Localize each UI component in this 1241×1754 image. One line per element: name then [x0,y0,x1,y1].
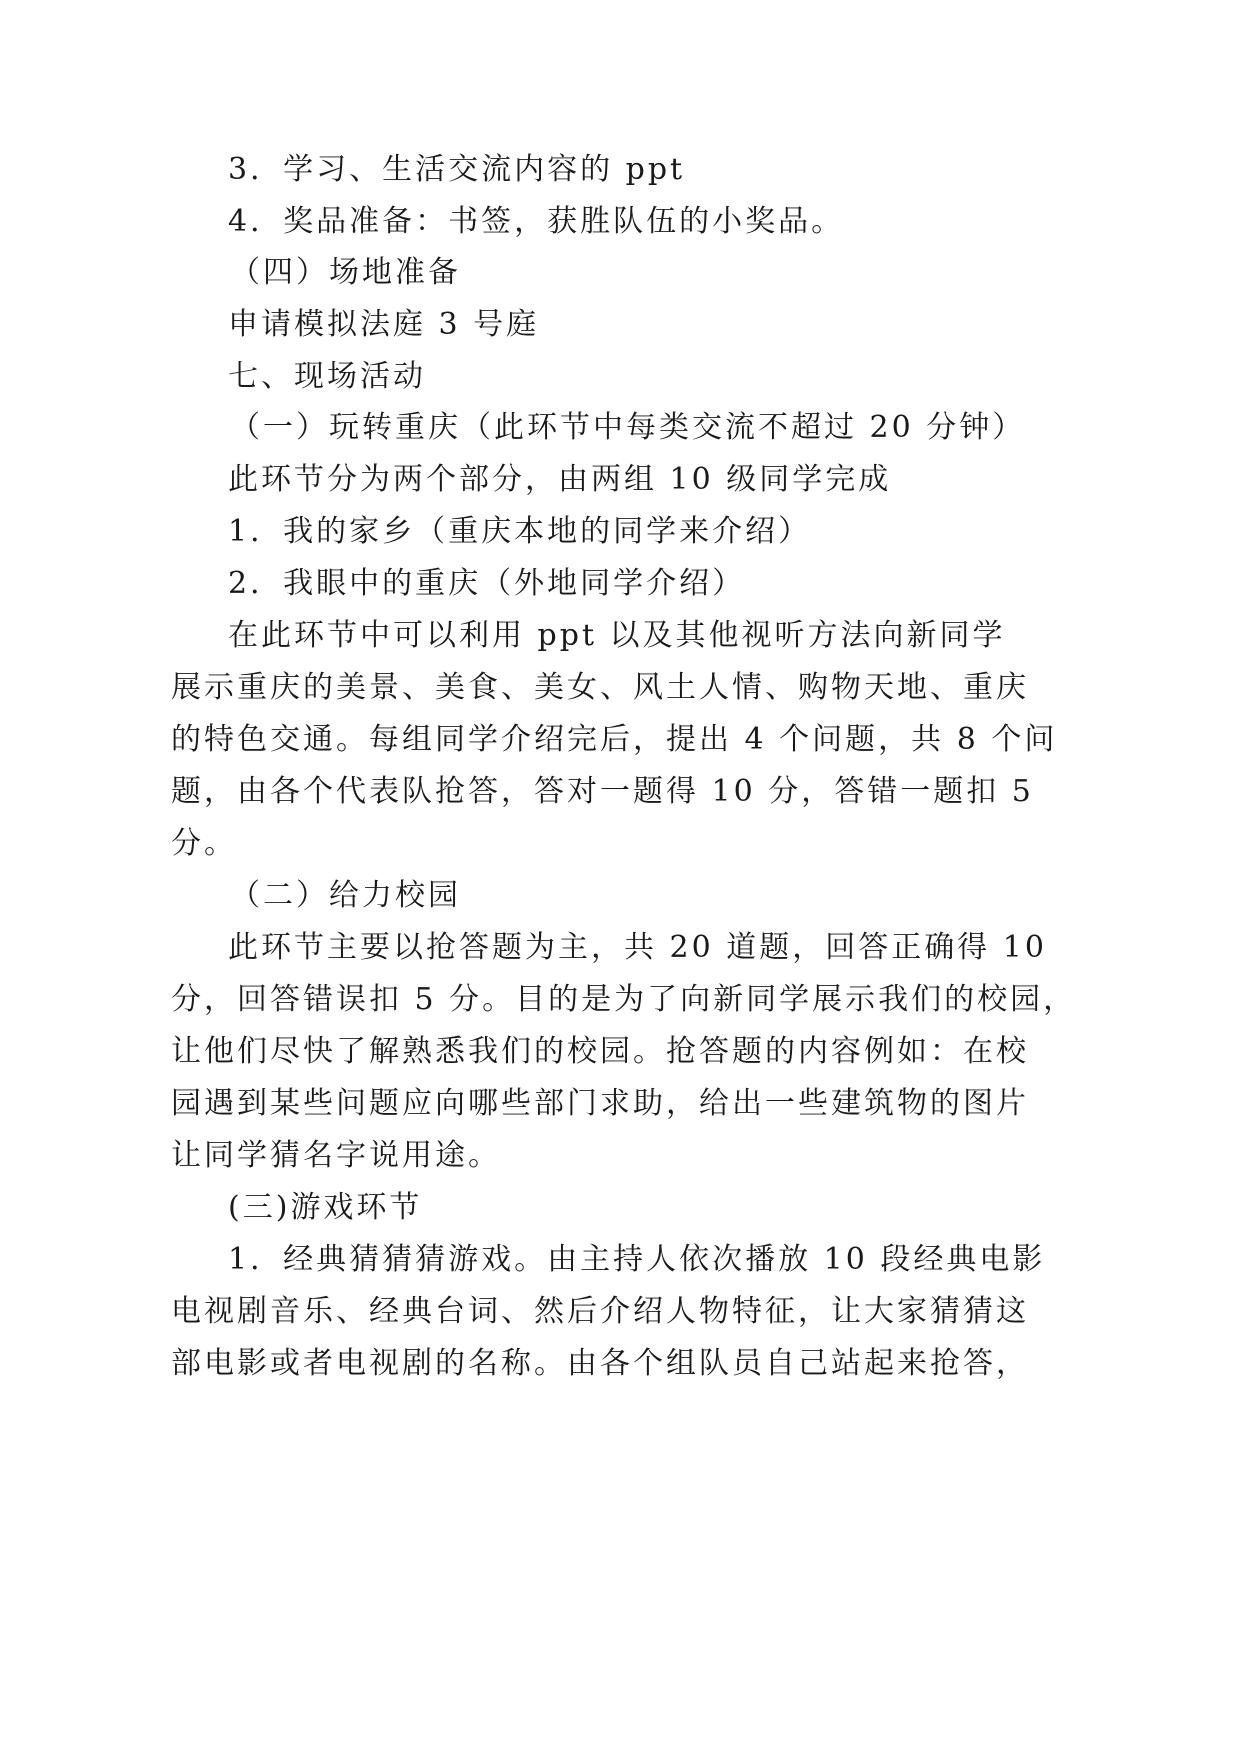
paragraph-line: 展示重庆的美景、美食、美女、风土人情、购物天地、重庆 [171,670,1029,705]
list-item-ppt: 3．学习、生活交流内容的 ppt [228,152,686,187]
paragraph-line: 电视剧音乐、经典台词、然后介绍人物特征，让大家猜猜这 [171,1294,1029,1329]
paragraph-venue: 申请模拟法庭 3 号庭 [228,307,540,342]
paragraph-line: 此环节主要以抢答题为主，共 20 道题，回答正确得 10 [228,930,1047,965]
paragraph-line: 1．经典猜猜猜游戏。由主持人依次播放 10 段经典电影 [228,1242,1046,1277]
paragraph-line: 分。 [171,826,237,861]
paragraph-line: 分，回答错误扣 5 分。目的是为了向新同学展示我们的校园， [171,982,1077,1017]
paragraph-line: 让同学猜名字说用途。 [171,1138,501,1173]
section-heading-campus: （二）给力校园 [230,878,461,913]
list-item-prizes: 4．奖品准备：书签，获胜队伍的小奖品。 [228,204,845,239]
section-heading-venue: （四）场地准备 [230,255,461,290]
section-heading-activities: 七、现场活动 [228,359,426,394]
list-item-hometown: 1．我的家乡（重庆本地的同学来介绍） [228,514,812,549]
paragraph-line: 部电影或者电视剧的名称。由各个组队员自己站起来抢答， [171,1346,1029,1381]
list-item-my-chongqing: 2．我眼中的重庆（外地同学介绍） [228,566,746,601]
paragraph-line: 在此环节中可以利用 ppt 以及其他视听方法向新同学 [228,618,1006,653]
paragraph-line: 的特色交通。每组同学介绍完后，提出 4 个问题，共 8 个问 [171,722,1058,757]
paragraph-line: 让他们尽快了解熟悉我们的校园。抢答题的内容例如：在校 [171,1034,1029,1069]
section-heading-games: (三)游戏环节 [228,1190,423,1225]
paragraph-line: 题，由各个代表队抢答，答对一题得 10 分，答错一题扣 5 [171,774,1034,809]
section-heading-chongqing: （一）玩转重庆（此环节中每类交流不超过 20 分钟） [230,410,1026,445]
paragraph-chongqing-intro: 此环节分为两个部分，由两组 10 级同学完成 [228,462,892,497]
paragraph-line: 园遇到某些问题应向哪些部门求助，给出一些建筑物的图片 [171,1086,1029,1121]
